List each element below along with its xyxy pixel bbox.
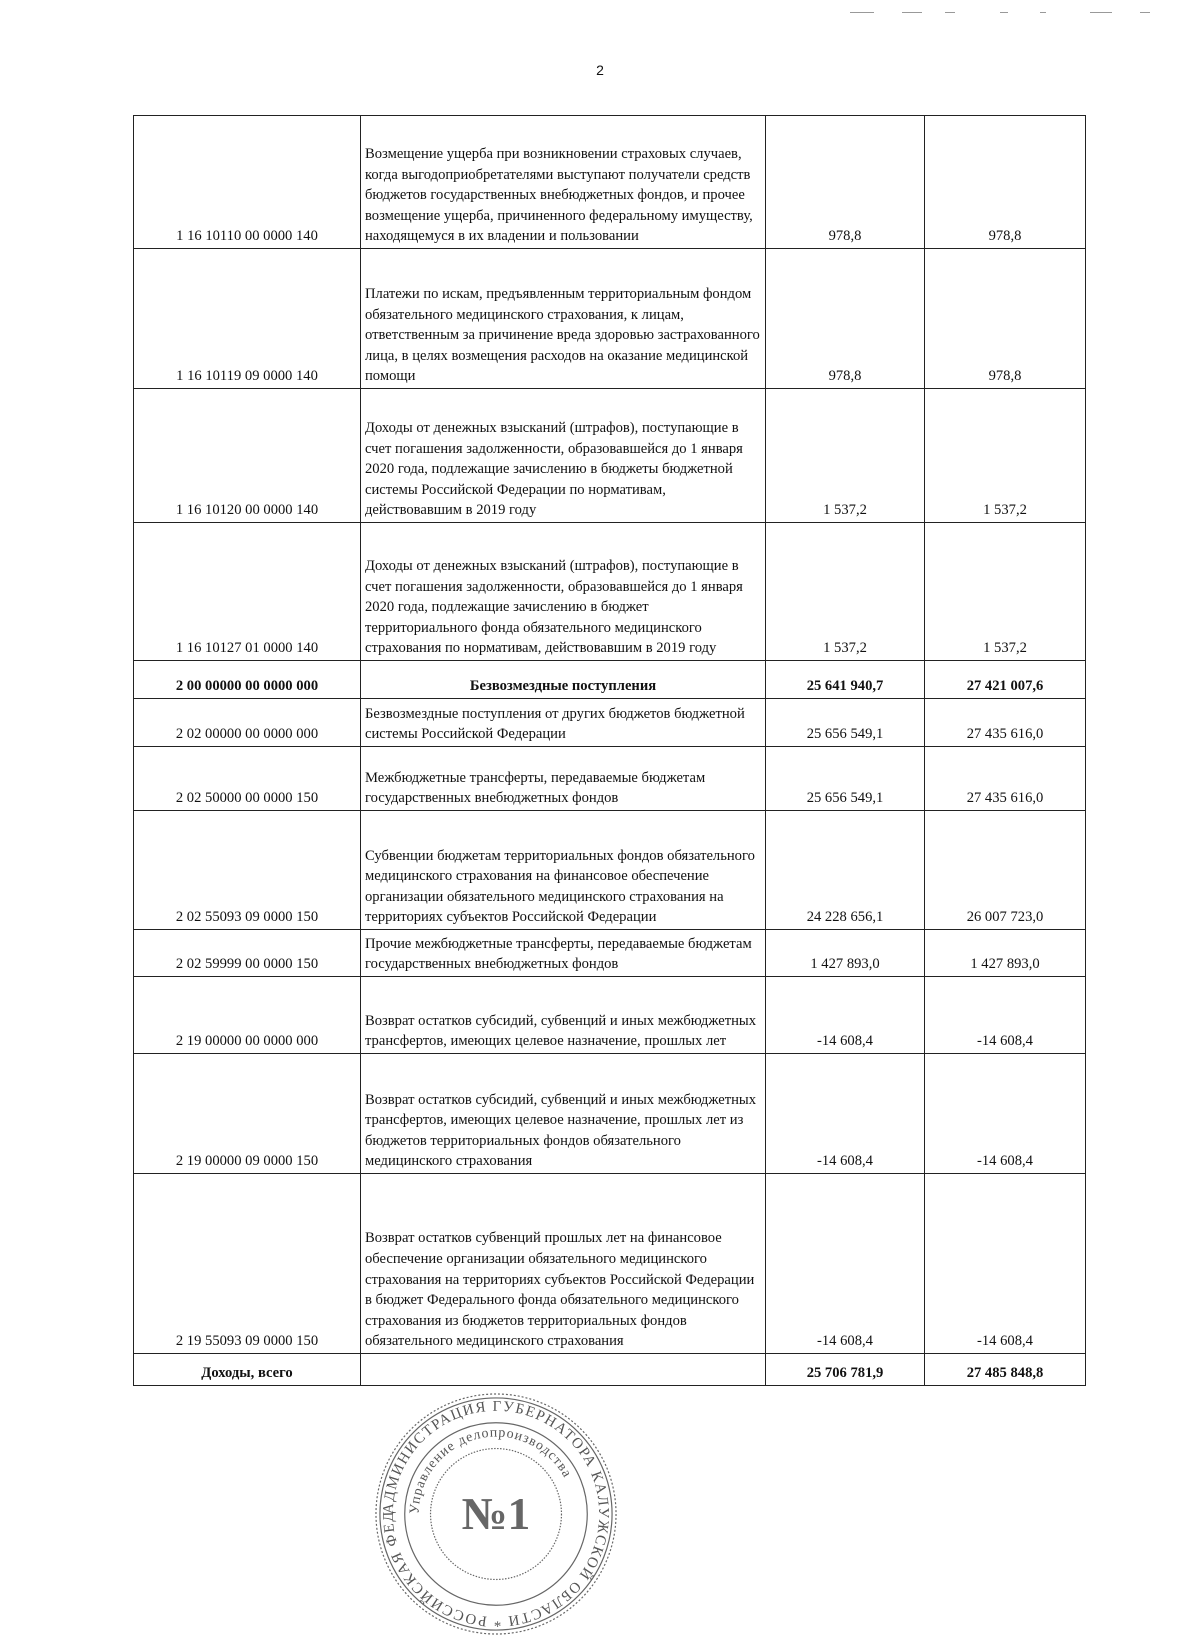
value-year-2: 27 435 616,0	[925, 747, 1086, 811]
value-year-2: 1 537,2	[925, 389, 1086, 523]
revenue-name: Доходы от денежных взысканий (штрафов), поступающие в счет погашения задолженности, образовавшейся до 1 января 2020 года, подлежащие зачислению в бюджет территориального фонда обязательного медицинского страхования по нормативам, действовавшим в 2019 году	[361, 523, 766, 661]
total-empty-cell	[361, 1354, 766, 1386]
value-year-2: 978,8	[925, 249, 1086, 389]
value-year-2: 27 421 007,6	[925, 661, 1086, 699]
budget-code: 2 02 50000 00 0000 150	[134, 747, 361, 811]
value-year-2: 1 427 893,0	[925, 930, 1086, 977]
value-year-2: 978,8	[925, 116, 1086, 249]
budget-code: 1 16 10119 09 0000 140	[134, 249, 361, 389]
value-year-1: 25 641 940,7	[766, 661, 925, 699]
budget-code: 2 02 00000 00 0000 000	[134, 699, 361, 747]
budget-code: 2 00 00000 00 0000 000	[134, 661, 361, 699]
scan-marks	[850, 8, 1180, 18]
value-year-1: 1 537,2	[766, 523, 925, 661]
table-row	[134, 747, 1086, 811]
stamp-outer-text: АДМИНИСТРАЦИЯ ГУБЕРНАТОРА КАЛУЖСКОЙ ОБЛАСТИ * РОССИЙСКАЯ ФЕД	[380, 1398, 612, 1630]
budget-code: 2 19 00000 00 0000 000	[134, 977, 361, 1054]
revenue-name: Субвенции бюджетам территориальных фондов обязательного медицинского страхования на финансовое обеспечение организации обязательного медицинского страхования на территориях субъектов Российской Федерации	[361, 811, 766, 930]
value-year-1: -14 608,4	[766, 1054, 925, 1174]
budget-code: 2 02 59999 00 0000 150	[134, 930, 361, 977]
table-row	[134, 661, 1086, 699]
value-year-2: 1 537,2	[925, 523, 1086, 661]
budget-code: 1 16 10120 00 0000 140	[134, 389, 361, 523]
table-row	[134, 116, 1086, 249]
value-year-1: 1 537,2	[766, 389, 925, 523]
revenue-name: Возврат остатков субсидий, субвенций и иных межбюджетных трансфертов, имеющих целевое назначение, прошлых лет из бюджетов территориальных фондов обязательного медицинского страхования	[361, 1054, 766, 1174]
budget-code: 1 16 10127 01 0000 140	[134, 523, 361, 661]
table-row	[134, 1054, 1086, 1174]
page-number: 2	[596, 62, 604, 78]
table-row	[134, 977, 1086, 1054]
revenue-name: Безвозмездные поступления от других бюджетов бюджетной системы Российской Федерации	[361, 699, 766, 747]
budget-code: 2 19 00000 09 0000 150	[134, 1054, 361, 1174]
value-year-1: -14 608,4	[766, 1174, 925, 1354]
table-row	[134, 811, 1086, 930]
revenue-name: Платежи по искам, предъявленным территориальным фондом обязательного медицинского страхования, к лицам, ответственным за причинение вреда здоровью застрахованного лица, в целях возмещения расходов на оказание медицинской помощи	[361, 249, 766, 389]
table-row	[134, 930, 1086, 977]
value-year-2: -14 608,4	[925, 1174, 1086, 1354]
value-year-1: 978,8	[766, 249, 925, 389]
official-stamp	[372, 1390, 620, 1638]
budget-code: 2 19 55093 09 0000 150	[134, 1174, 361, 1354]
revenue-name: Межбюджетные трансферты, передаваемые бюджетам государственных внебюджетных фондов	[361, 747, 766, 811]
value-year-2: -14 608,4	[925, 977, 1086, 1054]
stamp-inner-text: Управление делопроизводства	[407, 1425, 575, 1515]
total-year-2: 27 485 848,8	[925, 1354, 1086, 1386]
revenue-name: Возмещение ущерба при возникновении страховых случаев, когда выгодоприобретателями выступают получатели средств бюджетов государственных внебюджетных фондов, и прочее возмещение ущерба, причиненного федеральному имуществу, находящемуся в их владении и пользовании	[361, 116, 766, 249]
revenue-table	[133, 115, 1086, 1386]
table-row	[134, 249, 1086, 389]
total-row	[134, 1354, 1086, 1386]
total-year-1: 25 706 781,9	[766, 1354, 925, 1386]
table-row	[134, 523, 1086, 661]
value-year-1: 978,8	[766, 116, 925, 249]
stamp-seal-icon	[372, 1390, 620, 1638]
value-year-1: 1 427 893,0	[766, 930, 925, 977]
table-row	[134, 699, 1086, 747]
revenue-name: Возврат остатков субвенций прошлых лет на финансовое обеспечение организации обязательного медицинского страхования на территориях субъектов Российской Федерации в бюджет Федерального фонда обязательного медицинского страхования из бюджетов территориальных фондов обязательного медицинского страхования	[361, 1174, 766, 1354]
revenue-name: Доходы от денежных взысканий (штрафов), поступающие в счет погашения задолженности, образовавшейся до 1 января 2020 года, подлежащие зачислению в бюджеты бюджетной системы Российской Федерации по нормативам, действовавшим в 2019 году	[361, 389, 766, 523]
value-year-1: -14 608,4	[766, 977, 925, 1054]
value-year-1: 25 656 549,1	[766, 699, 925, 747]
table-row	[134, 1174, 1086, 1354]
value-year-2: -14 608,4	[925, 1054, 1086, 1174]
value-year-1: 24 228 656,1	[766, 811, 925, 930]
value-year-2: 26 007 723,0	[925, 811, 1086, 930]
stamp-number: №1	[461, 1487, 531, 1539]
value-year-2: 27 435 616,0	[925, 699, 1086, 747]
revenue-name: Прочие межбюджетные трансферты, передаваемые бюджетам государственных внебюджетных фондов	[361, 930, 766, 977]
revenue-name: Возврат остатков субсидий, субвенций и иных межбюджетных трансфертов, имеющих целевое назначение, прошлых лет	[361, 977, 766, 1054]
total-label: Доходы, всего	[134, 1354, 361, 1386]
table-row	[134, 389, 1086, 523]
budget-code: 2 02 55093 09 0000 150	[134, 811, 361, 930]
budget-code: 1 16 10110 00 0000 140	[134, 116, 361, 249]
revenue-name: Безвозмездные поступления	[361, 661, 766, 699]
value-year-1: 25 656 549,1	[766, 747, 925, 811]
